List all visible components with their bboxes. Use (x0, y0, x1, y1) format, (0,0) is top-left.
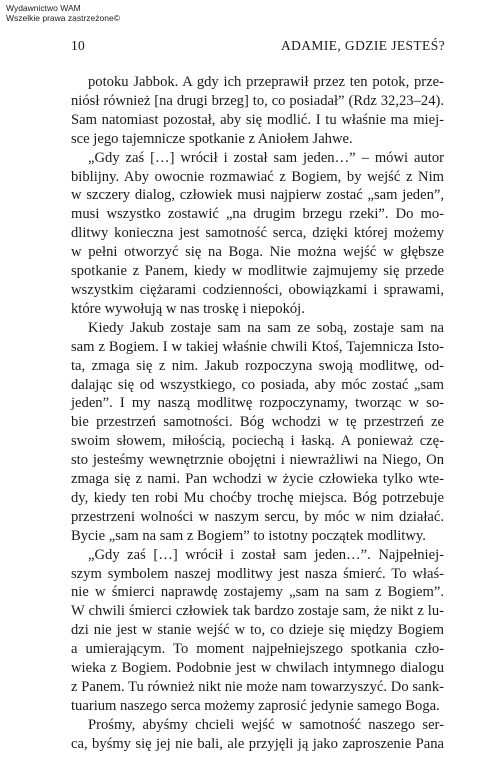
text-line: Bycie „sam na sam z Bogiem” to istotny początek modlitwy. (71, 527, 426, 544)
text-line: bie przestrzeń samotności. Bóg wchodzi w tę przestrzeń ze (71, 414, 444, 431)
watermark-rights: Wszelkie prawa zastrzeżone© (6, 13, 120, 23)
text-line: szym symbolem naszej modlitwy jest nasza śmierć. To właś- (71, 565, 444, 582)
text-line: dzi nie jest w stanie wejść w to, co dzieje się między Bogiem (71, 622, 444, 639)
text-line: niósł również [na drugi brzeg] to, co posiadał” (Rdz 32,23–24). (71, 92, 444, 109)
text-line: jeden”. I my naszą modlitwę rozpoczynamy, tworząc w so- (71, 395, 444, 412)
text-line: w szczery dialog, człowiek musi najpierw zostać „sam jeden”, (71, 187, 444, 204)
text-line: Sam natomiast pozostał, aby się modlić. I tu właśnie ma miej- (71, 111, 444, 128)
paragraph (71, 716, 444, 754)
text-line: w pełni otworzyć się na Boga. Nie można wejść w głębsze (71, 244, 444, 261)
paragraph (71, 73, 444, 149)
text-line: biblijny. Aby owocnie rozmawiać z Bogiem, by wejść z Nim (71, 168, 444, 185)
page-number: 10 (71, 38, 85, 53)
text-line: dalając się od wszystkiego, co posiada, aby móc zostać „sam (71, 376, 444, 393)
text-line: sam z Bogiem. I w takiej właśnie chwili Ktoś, Tajemnicza Isto- (71, 338, 444, 355)
text-line: „Gdy zaś […] wrócił i został sam jeden…”. Najpełniej- (88, 546, 444, 563)
text-line: przestrzeni wolności w naszym sercu, by móc w nim działać. (71, 508, 444, 525)
text-line: które wywołują w nas troskę i niepokój. (71, 300, 305, 317)
text-line: Prośmy, abyśmy chcieli wejść w samotność naszego ser- (88, 716, 444, 733)
text-line: musi wszystko zostawić „na drugim brzegu rzeki”. Do mo- (71, 206, 444, 223)
text-line: swoim słowem, miłością, pociechą i łaską. A ponieważ czę- (71, 433, 444, 450)
text-line: spotkanie z Panem, kiedy w modlitwie zajmujemy się przede (71, 263, 444, 280)
paragraph (71, 319, 444, 546)
text-line: ta, zmaga się z nim. Jakub rozpoczyna swoją modlitwę, od- (71, 357, 444, 374)
text-line: z Panem. Tu również nikt nie może nam towarzyszyć. Do sank- (71, 679, 444, 695)
text-line: a umierającym. To moment najpełniejszego spotkania czło- (71, 641, 444, 658)
running-title: ADAMIE, GDZIE JESTEŚ? (280, 38, 445, 53)
text-line: sto jesteśmy wewnętrznie obojętni i niewrażliwi na Niego, On (71, 452, 444, 469)
text-line: sce jego tajemnicze spotkanie z Aniołem Jahwe. (71, 130, 353, 147)
text-line: dlitwy konieczna jest samotność serca, dzięki której możemy (71, 225, 444, 242)
paragraph (71, 149, 444, 319)
publisher-watermark (6, 3, 120, 23)
text-line: „Gdy zaś […] wrócił i został sam jeden…” – mówi autor (88, 149, 444, 166)
body-text (71, 73, 444, 754)
text-line: nie w śmierci naprawdę zostajemy „sam na sam z Bogiem”. (71, 584, 444, 601)
text-line: dy, kiedy ten robi Mu choćby trochę miejsca. Bóg potrzebuje (71, 489, 444, 506)
paragraph (71, 546, 444, 716)
text-line: tuarium naszego serca możemy zaprosić jedynie samego Boga. (71, 697, 440, 714)
text-line: zmaga się z nami. Pan wchodzi w życie człowieka tylko wte- (71, 471, 444, 488)
watermark-publisher: Wydawnictwo WAM (6, 3, 81, 13)
text-line: ca, byśmy się jej nie bali, ale przyjęli ją jako zaproszenie Pana (71, 735, 444, 752)
text-line: W chwili śmierci człowiek tak bardzo zostaje sam, że nikt z lu- (71, 603, 444, 620)
text-line: wszystkim ciężarami codzienności, obowiązkami i sprawami, (71, 281, 444, 298)
text-line: wieka z Bogiem. Podobnie jest w chwilach intymnego dialogu (71, 660, 444, 677)
text-line: potoku Jabbok. A gdy ich przeprawił przez ten potok, prze- (88, 74, 444, 90)
page-header (71, 38, 445, 54)
text-line: Kiedy Jakub zostaje sam na sam ze sobą, zostaje sam na (88, 319, 444, 336)
